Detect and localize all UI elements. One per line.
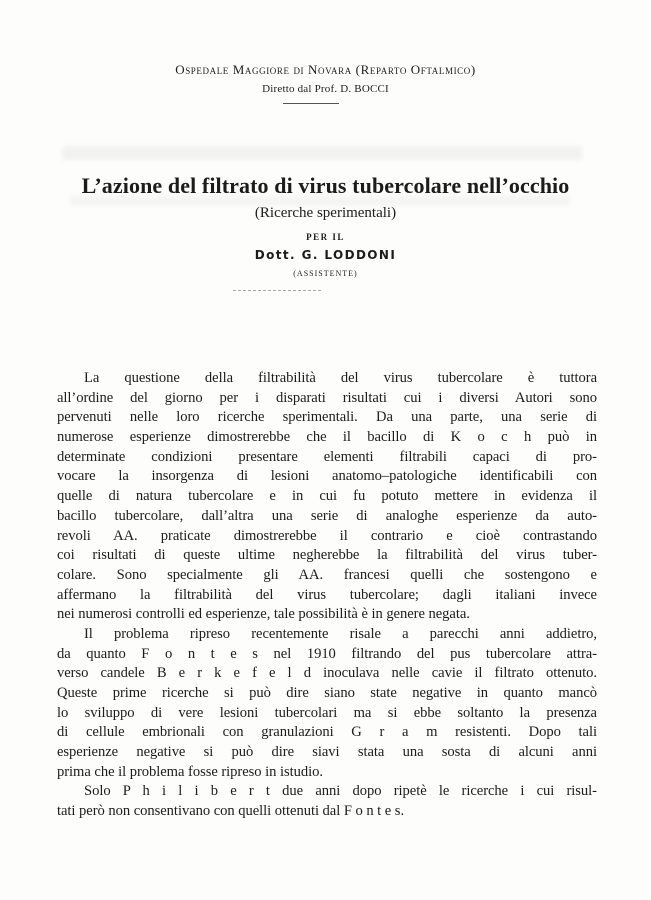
text-line: quelle di natura tubercolare e in cui fu potuto mettere in evidenza il: [57, 488, 597, 505]
text-line: vocare la insorgenza di lesioni anatomo–patologiche identificabili con: [57, 468, 597, 485]
byline-prefix: PER IL: [306, 232, 345, 242]
body-text: [57, 369, 597, 822]
bleed-through-shadow: [62, 146, 582, 160]
text-line: verso candele B e r k e f e l d inoculava nelle cavie il filtrato ottenuto.: [57, 665, 597, 682]
text-line: coi risultati di queste ultime negherebbe la filtrabilità del virus tuber-: [57, 547, 597, 564]
text-line: prima che il problema fosse ripreso in istudio.: [57, 763, 323, 780]
text-line: tati però non consentivano con quelli ottenuti dal F o n t e s.: [57, 803, 405, 820]
text-line: Queste prime ricerche si può dire siano state negative in quanto mancò: [57, 685, 597, 701]
article-subtitle: (Ricerche sperimentali): [254, 205, 397, 221]
text-line: Il problema ripreso recentemente risale a parecchi anni addietro,: [84, 625, 597, 642]
text-line: Solo P h i l i b e r t due anni dopo ripetè le ricerche i cui risul-: [84, 783, 597, 800]
text-line: revoli AA. praticate dimostrerebbe il contrario e cioè contrastando: [57, 527, 597, 544]
article-title: L’azione del filtrato di virus tubercolare nell’occhio: [81, 173, 570, 198]
text-line: pervenuti nelle loro ricerche sperimentali. Da una parte, una serie di: [57, 409, 597, 426]
text-line: numerose esperienze dimostrerebbe che il bacillo di K o c h può in: [57, 429, 597, 446]
text-line: affermano la filtrabilità del virus tubercolare; dagli italiani invece: [57, 586, 597, 603]
text-line: lo sviluppo di vere lesioni tubercolari ma si ebbe soltanto la presenza: [57, 704, 597, 721]
text-line: da quanto F o n t e s nel 1910 filtrando del pus tubercolare attra-: [57, 645, 597, 662]
text-line: di cellule embrionali con granulazioni G r a m resistenti. Dopo tali: [57, 724, 597, 741]
director-line: Diretto dal Prof. D. BOCCI: [262, 83, 389, 95]
text-line: determinate condizioni presentare elementi filtrabili capaci di pro-: [57, 448, 597, 465]
title-divider: [233, 290, 321, 291]
author-role: (ASSISTENTE): [293, 269, 358, 278]
header-divider: [283, 103, 339, 104]
author-name: Dott. G. LODDONI: [254, 248, 397, 262]
institution-heading: Ospedale Maggiore di Novara (Reparto Oftalmico): [175, 62, 476, 77]
text-line: colare. Sono specialmente gli AA. francesi quelli che sostengono e: [57, 566, 597, 583]
text-line: bacillo tubercolare, dall’altra una serie di analoghe esperienze da auto-: [57, 507, 597, 524]
text-line: esperienze negative si può dire siavi stata una sosta di alcuni anni: [57, 744, 597, 761]
text-line: all’ordine del giorno per i disparati risultati cui i diversi Autori sono: [57, 389, 597, 406]
text-line: La questione della filtrabilità del virus tubercolare è tuttora: [84, 370, 597, 386]
text-line: nei numerosi controlli ed esperienze, tale possibilità è in genere negata.: [57, 606, 470, 623]
